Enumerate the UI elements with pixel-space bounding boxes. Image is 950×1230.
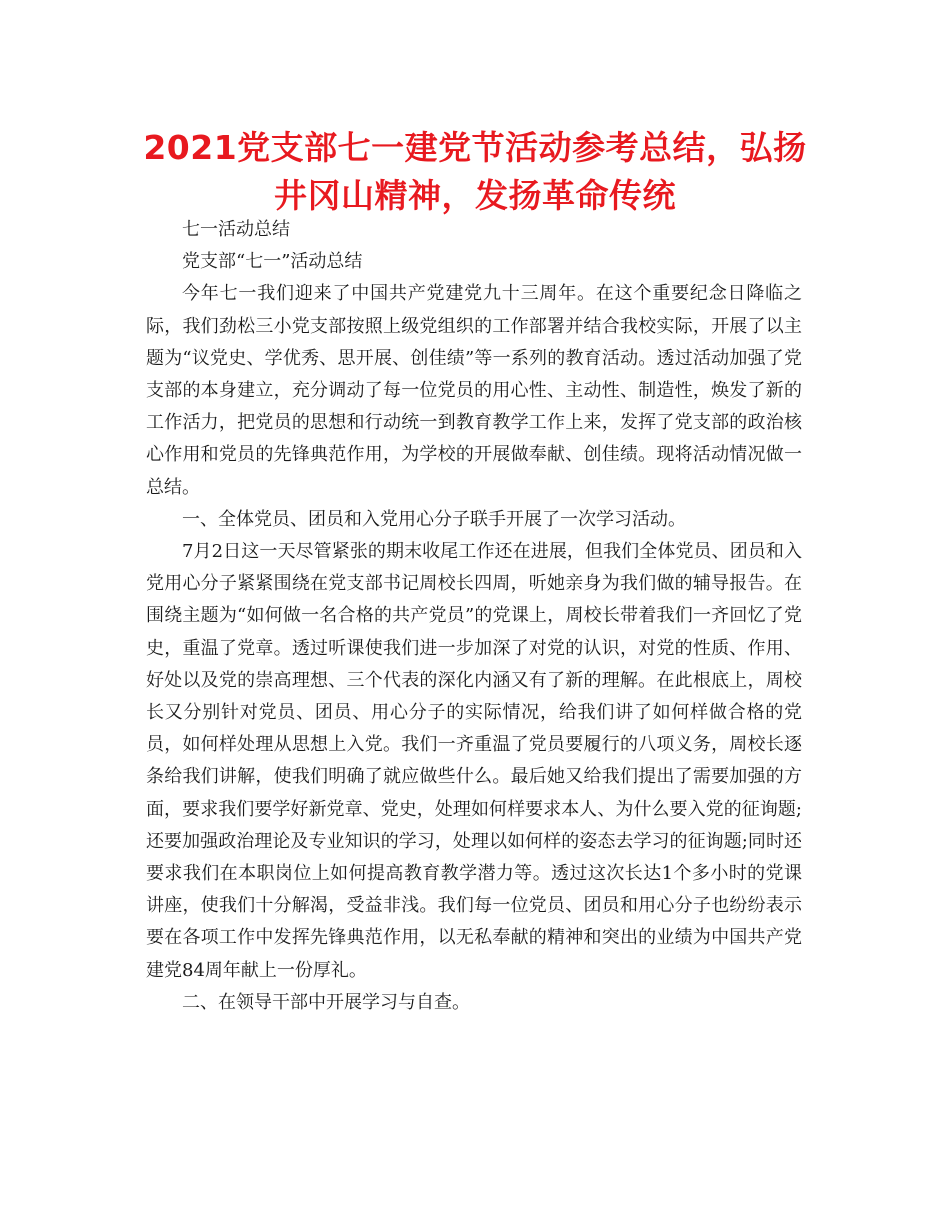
paragraph-section-1: 7月2日这一天尽管紧张的期末收尾工作还在进展，但我们全体党员、团员和入党用心分子紧紧围绕在党支部书记周校长四周，听她亲身为我们做的辅导报告。在围绕主题为“如何做一名合格的共产党员”的党课上，周校长带着我们一齐回忆了党史，重温了党章。透过听课使我们进一步加深了对党的认识，对党的性质、作用、好处以及党的崇高理想、三个代表的深化内涵又有了新的理解。在此根底上，周校长又分别针对党员、团员、用心分子的实际情况，给我们讲了如何样做合格的党员，如何样处理从思想上入党。我们一齐重温了党员要履行的八项义务，周校长逐条给我们讲解，使我们明确了就应做些什么。最后她又给我们提出了需要加强的方面，要求我们要学好新党章、党史，处理如何样要求本人、为什么要入党的征询题;还要加强政治理论及专业知识的学习，处理以如何样的姿态去学习的征询题;同时还要求我们在本职岗位上如何提高教育教学潜力等。透过这次长达1个多小时的党课讲座，使我们十分解渴，受益非浅。我们每一位党员、团员和用心分子也纷纷表示要在各项工作中发挥先锋典范作用，以无私奉献的精神和突出的业绩为中国共产党建党84周年献上一份厚礼。	[146, 541, 802, 981]
section-heading-1: 一、全体党员、团员和入党用心分子联手开展了一次学习活动。	[182, 508, 686, 530]
paragraph-subtitle-2: 党支部“七一”活动总结	[182, 251, 363, 273]
section-heading-2: 二、在领导干部中开展学习与自查。	[182, 991, 470, 1013]
paragraph-subtitle-1: 七一活动总结	[182, 219, 290, 240]
paragraph-intro: 今年七一我们迎来了中国共产党建党九十三周年。在这个重要纪念日降临之际，我们劲松三小党支部按照上级党组织的工作部署并结合我校实际，开展了以主题为“议党史、学优秀、思开展、创佳绩”等一系列的教育活动。透过活动加强了党支部的本身建立，充分调动了每一位党员的用心性、主动性、制造性，焕发了新的工作活力，把党员的思想和行动统一到教育教学工作上来，发挥了党支部的政治核心作用和党员的先锋典范作用，为学校的开展做奉献、创佳绩。现将活动情况做一总结。	[146, 283, 802, 498]
document-body	[146, 214, 802, 1019]
document-title: 2021党支部七一建党节活动参考总结，弘扬井冈山精神，发扬革命传统	[143, 128, 807, 215]
